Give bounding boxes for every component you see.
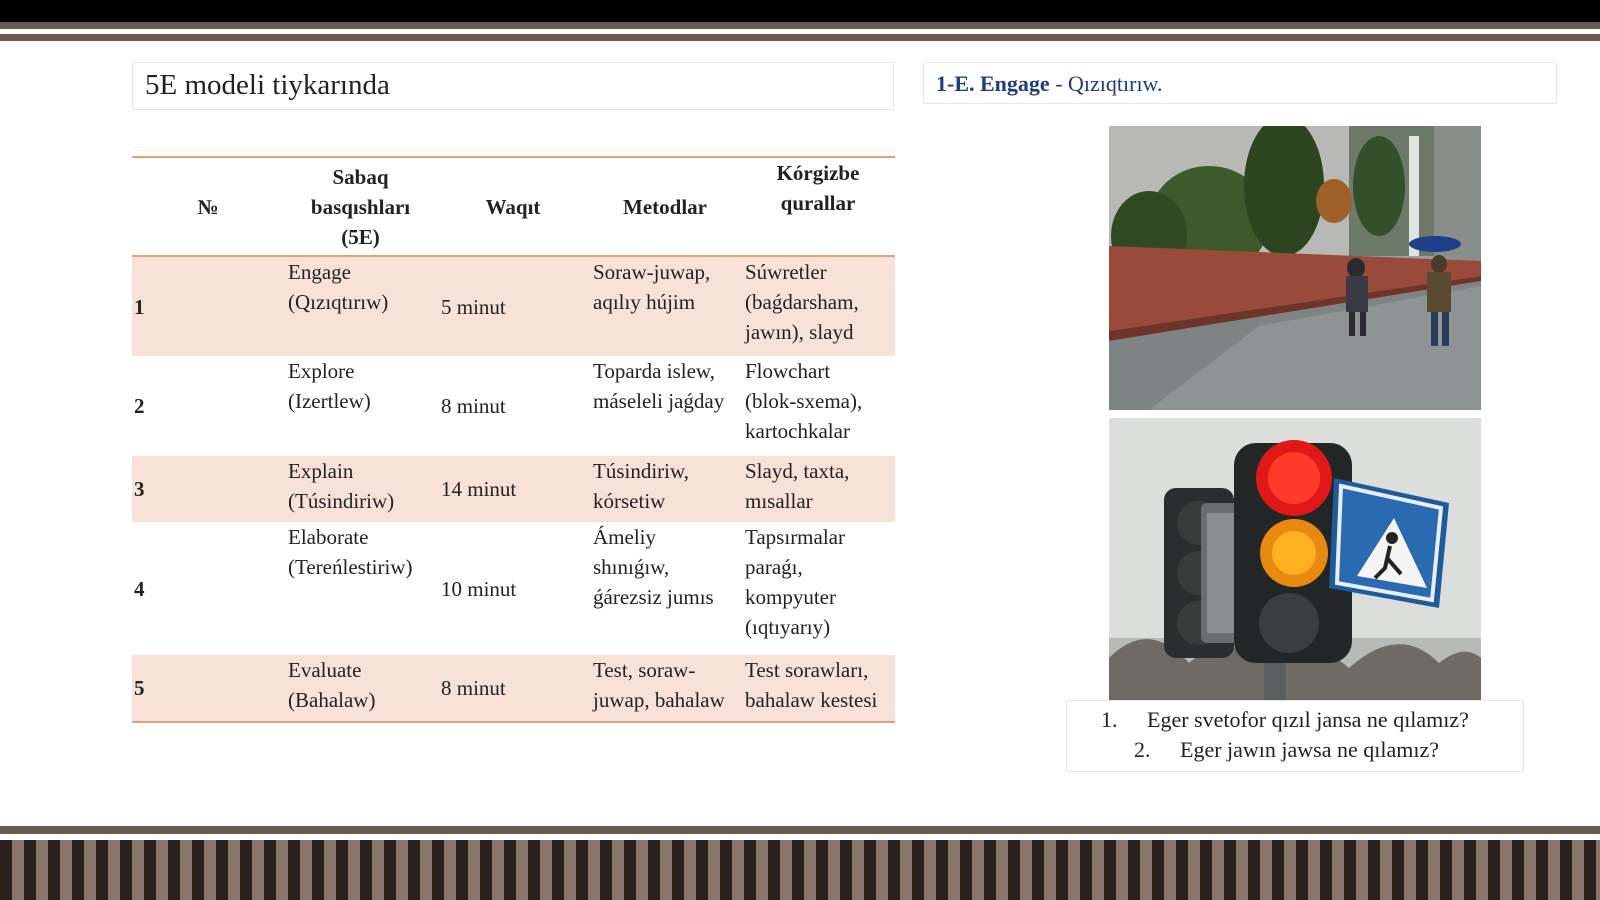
row-methods: Ámeliy shınıǵıw, ǵárezsiz jumıs: [593, 525, 714, 609]
top-stripe: [0, 22, 1600, 29]
row-methods: Túsindiriw, kórsetiw: [593, 459, 690, 513]
header-time: Waqıt: [485, 194, 541, 219]
top-stripe: [0, 34, 1600, 41]
lesson-plan-table: [132, 156, 895, 723]
question-text: Eger jawın jawsa ne qılamız?: [1180, 737, 1440, 762]
bottom-stripes: [0, 840, 1600, 900]
question-number: 1.: [1101, 707, 1118, 732]
row-methods: Test, soraw- juwap, bahalaw: [593, 658, 725, 712]
table-row: [132, 456, 895, 522]
row-time: 10 minut: [441, 576, 517, 601]
header-stage-line: Sabaq: [332, 164, 389, 189]
row-stage: Evaluate (Bahalaw): [288, 658, 376, 712]
header-tools-line: Kórgizbe: [776, 161, 860, 185]
row-number: 3: [134, 477, 145, 501]
row-stage: Elaborate (Tereńlestiriw): [288, 525, 413, 579]
traffic-light-photo: [1109, 418, 1481, 700]
header-number: №: [197, 194, 219, 219]
slide-title-box: [132, 62, 894, 110]
question-item: [1134, 737, 1439, 763]
question-text: Eger svetofor qızıl jansa ne qılamız?: [1147, 707, 1469, 732]
top-band: [0, 0, 1600, 22]
row-number: 2: [134, 394, 145, 418]
table-header-row: [132, 157, 895, 256]
row-tools: Test sorawları, bahalaw kestesi: [745, 658, 878, 712]
table-row: [132, 655, 895, 722]
row-stage: Explore (Izertlew): [288, 359, 371, 413]
section-title-separator: -: [1049, 71, 1069, 96]
header-stage-line: basqıshları: [310, 194, 411, 219]
row-tools: Flowchart (blok-sxema), kartochkalar: [745, 359, 863, 443]
row-time: 8 minut: [441, 394, 506, 418]
row-number: 4: [134, 576, 145, 601]
header-methods: Metodlar: [623, 194, 707, 219]
rainy-street-photo: [1109, 126, 1481, 410]
section-title: [936, 71, 1163, 97]
bottom-line: [0, 826, 1600, 834]
section-title-rest: Qızıqtırıw.: [1068, 71, 1163, 96]
section-title-bold: 1-E. Engage: [936, 71, 1050, 96]
row-tools: Súwretler (baǵdarsham, jawın), slayd: [745, 260, 859, 344]
row-stage: Explain (Túsindiriw): [288, 459, 395, 513]
row-number: 5: [134, 676, 145, 700]
row-time: 5 minut: [441, 294, 506, 319]
header-tools: [741, 157, 895, 256]
question-list: [1066, 700, 1524, 772]
slide-title: 5E modeli tiykarında: [145, 69, 390, 101]
row-tools: Slayd, taxta, mısallar: [745, 459, 850, 513]
row-time: 8 minut: [441, 676, 506, 700]
table-row: [132, 356, 895, 456]
row-methods: Soraw-juwap, aqılıy hújim: [593, 260, 711, 314]
question-number: 2.: [1134, 737, 1151, 762]
row-methods: Toparda islew, máseleli jaǵday: [593, 359, 725, 413]
row-number: 1: [134, 294, 145, 319]
section-title-box: [923, 62, 1557, 104]
question-item: [1101, 707, 1469, 733]
table-row: [132, 522, 895, 655]
header-tools-line: qurallar: [780, 191, 856, 215]
table-row: [132, 256, 895, 356]
row-stage: Engage (Qızıqtırıw): [288, 260, 389, 314]
header-stage: [284, 157, 437, 256]
row-time: 14 minut: [441, 477, 517, 501]
header-stage-line: (5E): [341, 224, 380, 249]
row-tools: Tapsırmalar paraǵı, kompyuter (ıqtıyarıy): [745, 525, 845, 639]
